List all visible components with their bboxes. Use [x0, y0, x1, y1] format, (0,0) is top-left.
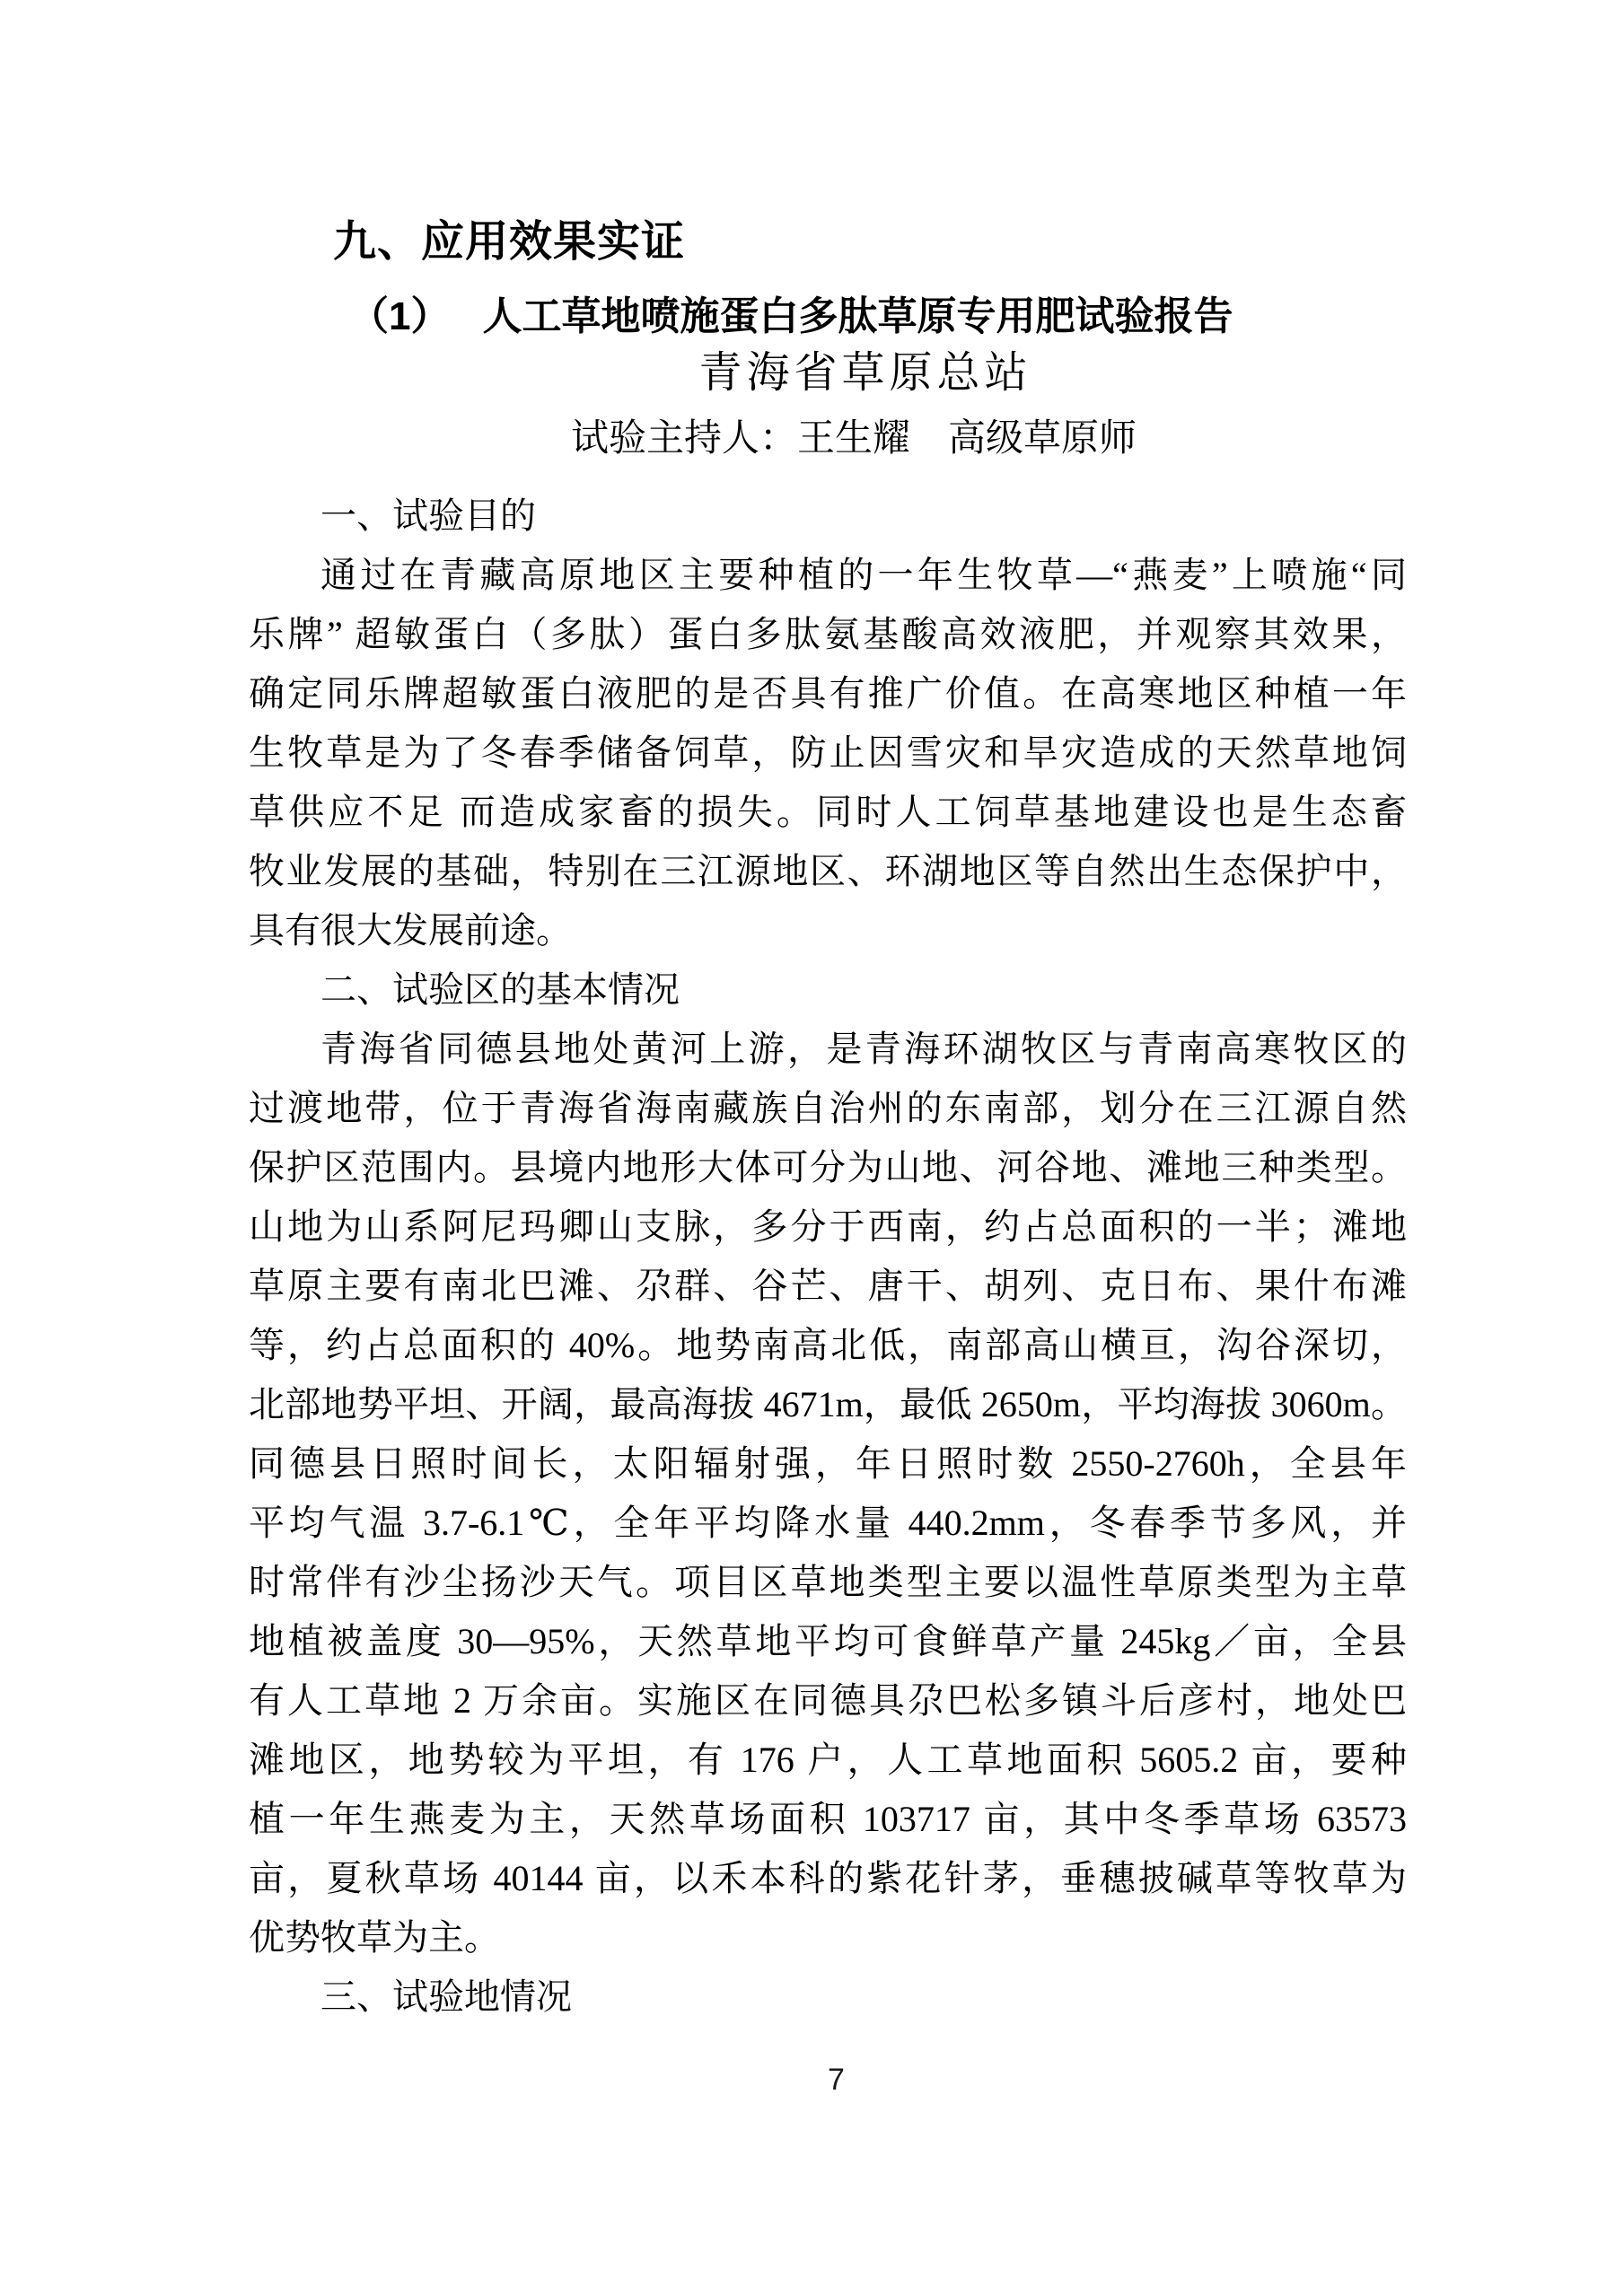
report-number: （1） — [349, 294, 451, 338]
body-line: 草原主要有南北巴滩、尕群、谷芒、唐干、胡列、克日布、果什布滩 — [249, 1266, 1407, 1306]
body-line: 牧业发展的基础，特别在三江源地区、环湖地区等自然出生态保护中， — [249, 851, 1407, 891]
body-line: 确定同乐牌超敏蛋白液肥的是否具有推广价值。在高寒地区种植一年 — [249, 673, 1407, 714]
body-line: 时常伴有沙尘扬沙天气。项目区草地类型主要以温性草原类型为主草 — [249, 1562, 1407, 1602]
body-line: 北部地势平坦、开阔，最高海拔 4671m，最低 2650m，平均海拔 3060m。 — [249, 1384, 1407, 1424]
body-line: 有人工草地 2 万余亩。实施区在同德具尕巴松多镇斗后彦村，地处巴 — [249, 1680, 1407, 1721]
report-title-text: 人工草地喷施蛋白多肽草原专用肥试验报告 — [482, 294, 1233, 338]
body-line: 青海省同德县地处黄河上游，是青海环湖牧区与青南高寒牧区的 — [320, 1029, 1407, 1069]
body-line: 乐牌” 超敏蛋白（多肽）蛋白多肽氨基酸高效液肥，并观察其效果， — [249, 614, 1407, 654]
report-title — [349, 295, 1407, 338]
body-line: 滩地区，地势较为平坦，有 176 户，人工草地面积 5605.2 亩，要种 — [249, 1740, 1407, 1780]
body-line: 同德县日照时间长，太阳辐射强，年日照时数 2550-2760h，全县年 — [249, 1443, 1407, 1484]
body-text — [249, 486, 1407, 2027]
body-line: 优势牧草为主。 — [249, 1917, 500, 1958]
body-line: 地植被盖度 30—95%，天然草地平均可食鲜草产量 245kg／亩，全县 — [249, 1621, 1407, 1661]
body-line: 山地为山系阿尼玛卿山支脉，多分于西南，约占总面积的一半；滩地 — [249, 1206, 1407, 1247]
body-line: 一、试验目的 — [320, 495, 536, 536]
body-line: 二、试验区的基本情况 — [320, 969, 680, 1010]
document-content — [249, 0, 1407, 2027]
body-line: 植一年生燕麦为主，天然草场面积 103717 亩，其中冬季草场 63573 — [249, 1799, 1407, 1839]
body-line: 亩，夏秋草场 40144 亩，以禾本科的紫花针茅，垂穗披碱草等牧草为 — [249, 1858, 1407, 1898]
body-line: 等，约占总面积的 40%。地势南高北低，南部高山横亘，沟谷深切， — [249, 1325, 1407, 1365]
body-line: 三、试验地情况 — [320, 1976, 572, 2017]
body-line: 平均气温 3.7-6.1℃，全年平均降水量 440.2mm，冬春季节多风，并 — [249, 1503, 1407, 1543]
organization-line: 青海省草原总站 — [698, 349, 1032, 397]
body-line: 生牧草是为了冬春季储备饲草，防止因雪灾和旱灾造成的天然草地饲 — [249, 732, 1407, 773]
body-line: 通过在青藏高原地区主要种植的一年生牧草—“燕麦”上喷施“同 — [320, 555, 1407, 595]
body-line: 过渡地带，位于青海省海南藏族自治州的东南部，划分在三江源自然 — [249, 1088, 1407, 1128]
body-line: 具有很大发展前途。 — [249, 910, 572, 951]
body-line: 草供应不足 而造成家畜的损失。同时人工饲草基地建设也是生态畜 — [249, 792, 1407, 832]
section-heading: 九、应用效果实证 — [333, 218, 686, 266]
presider-line: 试验主持人：王生耀 高级草原师 — [570, 418, 1137, 460]
body-line: 保护区范围内。县境内地形大体可分为山地、河谷地、滩地三种类型。 — [249, 1147, 1407, 1187]
page-number: 7 — [828, 2063, 845, 2097]
